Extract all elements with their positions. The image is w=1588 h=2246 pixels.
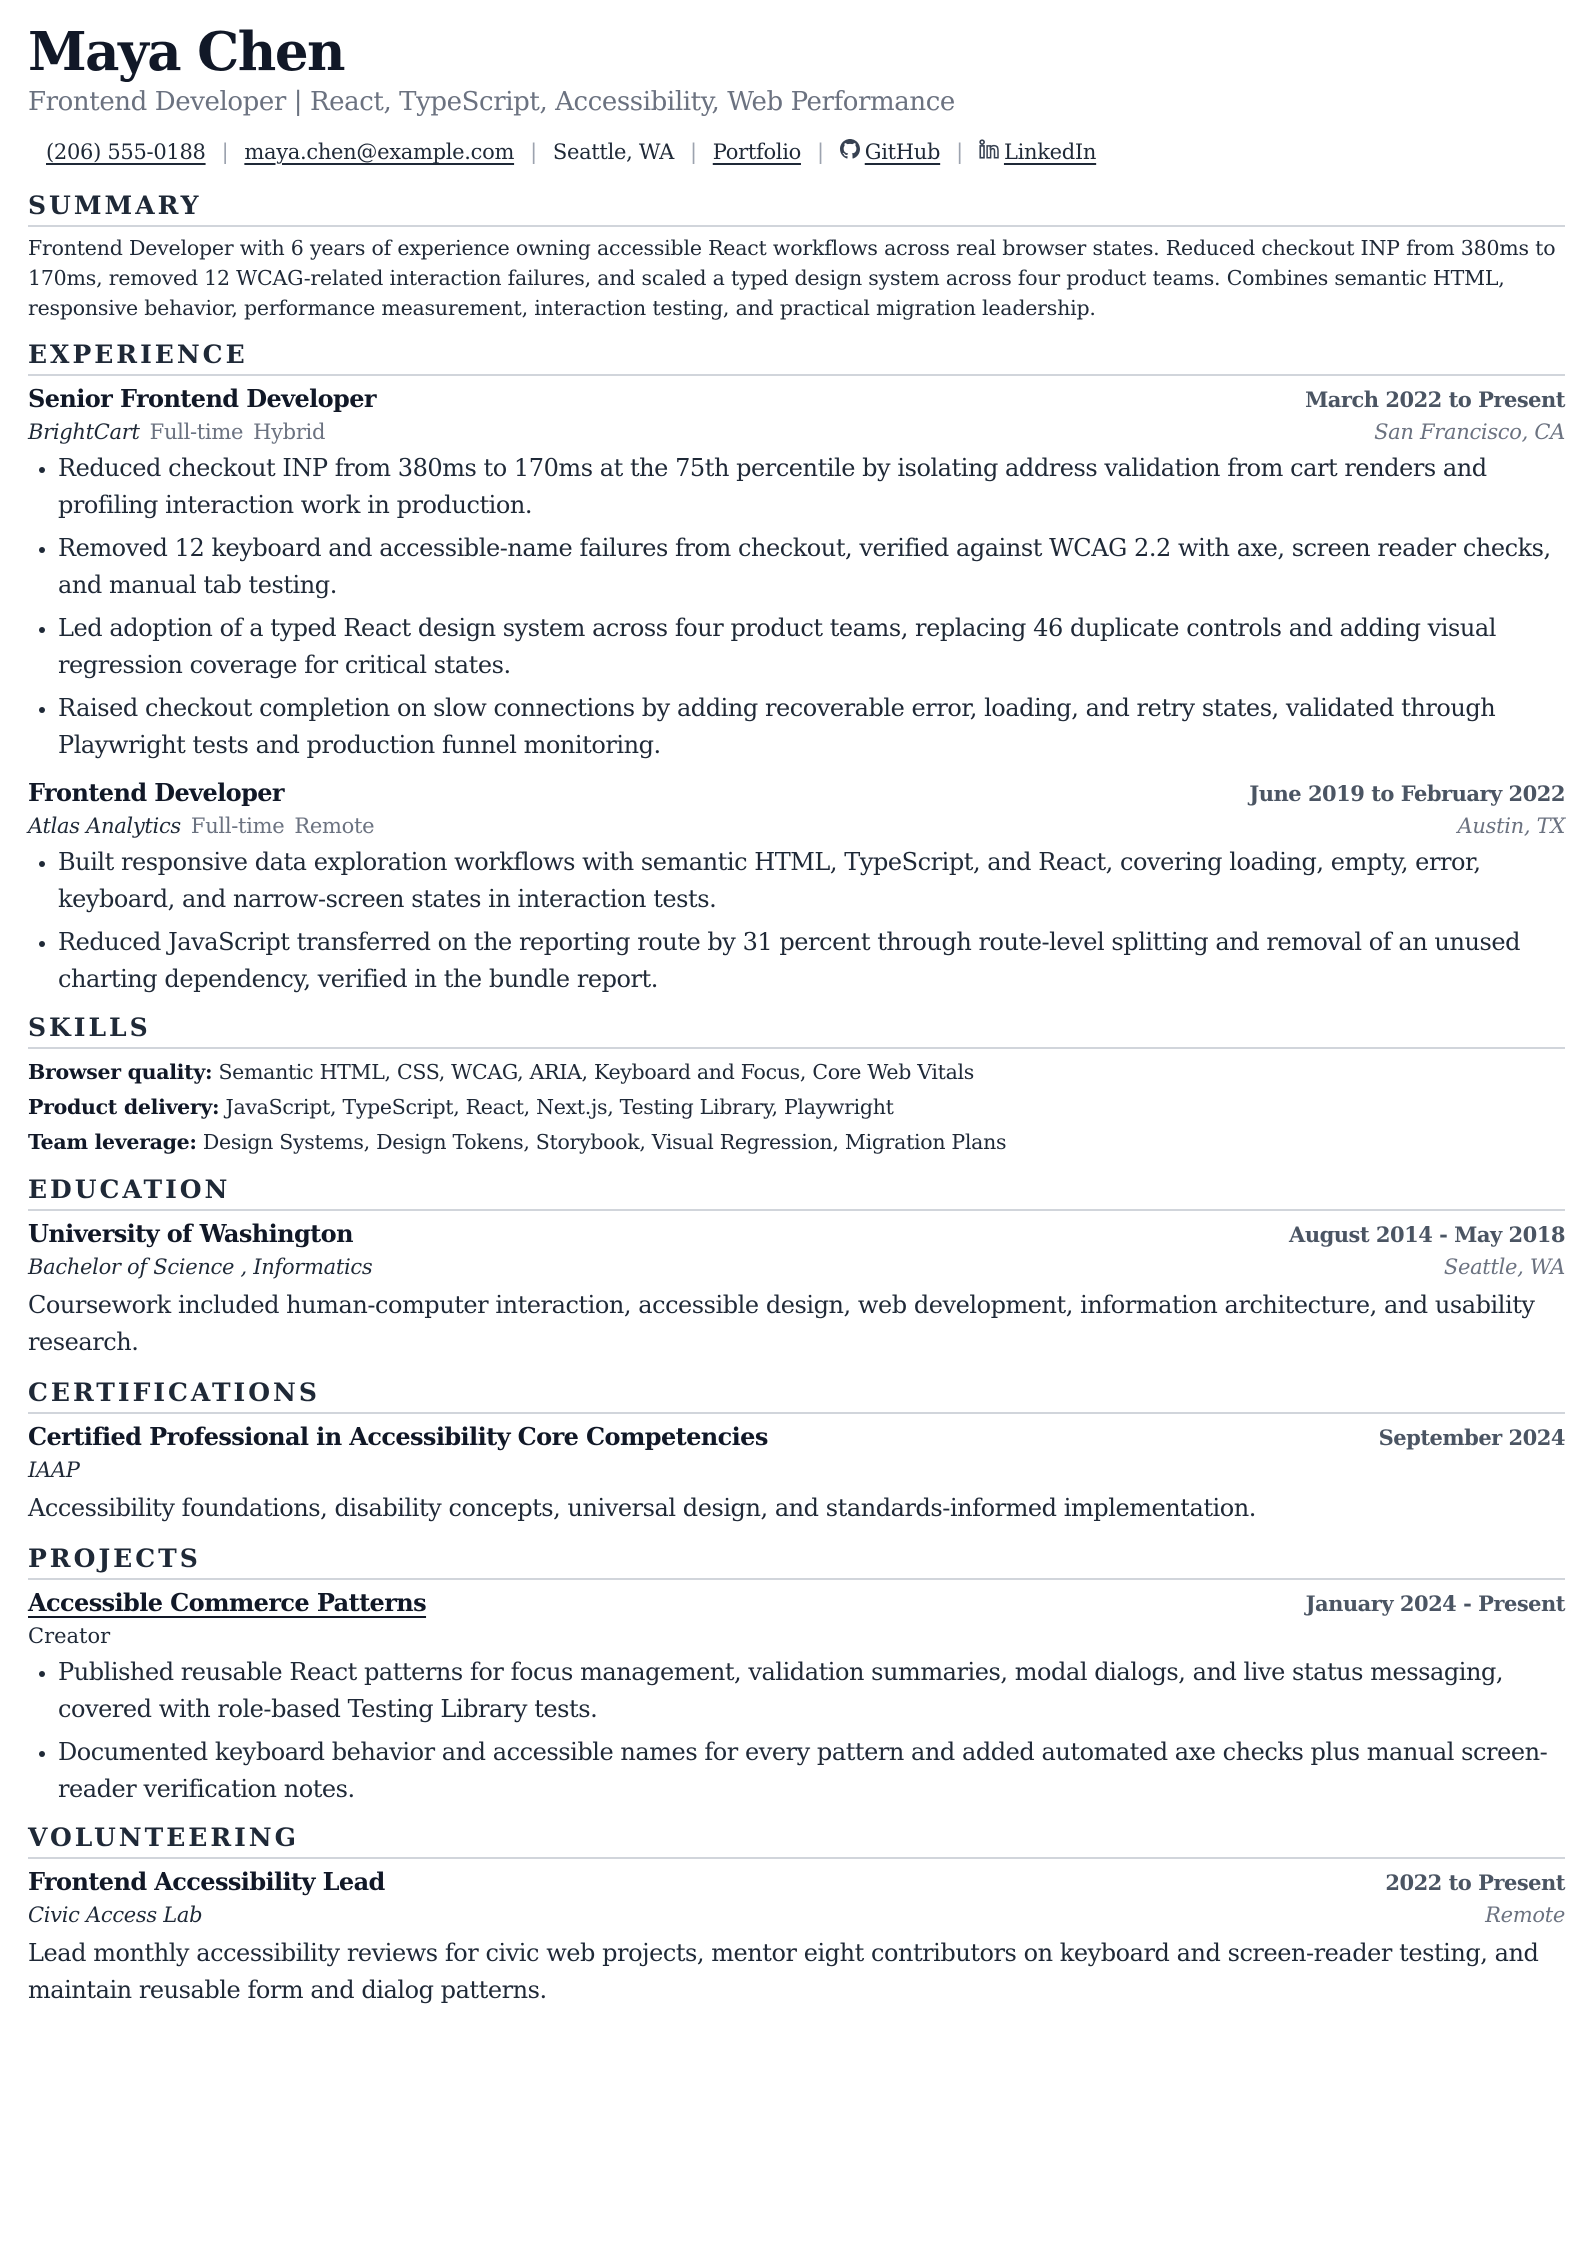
certification-name: Certified Professional in Accessibility Core Competencies — [28, 1422, 768, 1451]
contact-separator: | — [530, 140, 537, 164]
list-item: • Reduced checkout INP from 380ms to 170ms at the 75th percentile by isolating address validation from cart renders and profiling interaction work in production. — [58, 450, 1565, 524]
section-title: SKILLS — [28, 1010, 1565, 1049]
job-type: Full-time — [149, 420, 244, 444]
volunteering-section — [28, 1820, 1565, 2009]
job-role: Senior Frontend Developer — [28, 384, 376, 413]
project-role: Creator — [28, 1624, 111, 1648]
list-item: • Built responsive data exploration workflows with semantic HTML, TypeScript, and React, covering loading, empty, error, keyboard, and narrow-screen states in interaction tests. — [58, 844, 1565, 918]
contact-separator: | — [956, 140, 963, 164]
skill-values: JavaScript, TypeScript, React, Next.js, Testing Library, Playwright — [225, 1095, 894, 1119]
job-role: Frontend Developer — [28, 778, 284, 807]
list-item: • Documented keyboard behavior and accessible names for every pattern and added automated axe checks plus manual screen-reader verification notes. — [58, 1734, 1565, 1808]
volunteer-org: Civic Access Lab — [28, 1903, 203, 1927]
list-item: • Raised checkout completion on slow connections by adding recoverable error, loading, and retry states, validated through Playwright tests and production funnel monitoring. — [58, 690, 1565, 764]
job-company: BrightCart — [28, 420, 140, 444]
linkedin-link[interactable]: LinkedIn — [1003, 140, 1097, 164]
job-entry — [28, 382, 1565, 764]
job-location: Austin, TX — [1457, 814, 1565, 838]
job-entry — [28, 776, 1565, 998]
projects-section — [28, 1541, 1565, 1808]
contact-separator: | — [221, 140, 229, 164]
certifications-section — [28, 1375, 1565, 1527]
skill-label: Browser quality: — [28, 1060, 213, 1084]
job-type: Full-time — [190, 814, 285, 838]
resume-page — [28, 18, 1565, 2023]
github-icon — [840, 139, 860, 164]
summary-text: Frontend Developer with 6 years of experience owning accessible React workflows across real browser states. Reduced checkout INP from 380ms to 170ms, removed 12 WCAG-related interaction failures, and scaled a typed design system across four product teams. Combines semantic HTML, responsive behavior, performance measurement, interaction testing, and practical migration leadership. — [28, 236, 1556, 320]
education-description: Coursework included human-computer interaction, accessible design, web development, information architecture, and usability research. — [28, 1291, 1535, 1356]
job-company: Atlas Analytics — [28, 814, 181, 838]
linkedin-icon — [979, 139, 999, 164]
certification-date: September 2024 — [1378, 1425, 1565, 1450]
degree: Bachelor of Science , Informatics — [28, 1255, 373, 1279]
job-mode: Hybrid — [253, 420, 326, 444]
phone-link[interactable]: (206) 555-0188 — [46, 140, 206, 164]
contact-separator: | — [689, 140, 697, 164]
skill-values: Semantic HTML, CSS, WCAG, ARIA, Keyboard and Focus, Core Web Vitals — [218, 1060, 975, 1084]
job-location: San Francisco, CA — [1374, 420, 1565, 444]
section-title: EDUCATION — [28, 1172, 1565, 1211]
skill-label: Product delivery: — [28, 1095, 220, 1119]
job-bullets — [28, 844, 1565, 998]
skill-row — [28, 1125, 1565, 1160]
skills-section — [28, 1010, 1565, 1160]
experience-section — [28, 337, 1565, 998]
contact-bar — [28, 132, 1565, 172]
headline: Frontend Developer | React, TypeScript, Accessibility, Web Performance — [28, 87, 955, 117]
certification-issuer: IAAP — [28, 1458, 80, 1482]
skill-row — [28, 1055, 1565, 1090]
skill-values: Design Systems, Design Tokens, Storybook, Visual Regression, Migration Plans — [202, 1130, 1007, 1154]
candidate-name: Maya Chen — [28, 21, 345, 83]
job-bullets — [28, 450, 1565, 764]
section-title: CERTIFICATIONS — [28, 1375, 1565, 1414]
list-item: • Published reusable React patterns for focus management, validation summaries, modal dialogs, and live status messaging, covered with role-based Testing Library tests. — [58, 1654, 1565, 1728]
project-dates: January 2024 - Present — [1305, 1591, 1565, 1616]
github-link[interactable]: GitHub — [864, 140, 941, 164]
location-text: Seattle, WA — [552, 140, 674, 164]
contact-separator: | — [816, 140, 824, 164]
job-dates: June 2019 to February 2022 — [1249, 781, 1565, 806]
list-item: • Removed 12 keyboard and accessible-name failures from checkout, verified against WCAG 2.2 with axe, screen reader checks, and manual tab testing. — [58, 530, 1565, 604]
section-title: EXPERIENCE — [28, 337, 1565, 376]
list-item: • Reduced JavaScript transferred on the reporting route by 31 percent through route-level splitting and removal of an unused charting dependency, verified in the bundle report. — [58, 924, 1565, 998]
section-title: VOLUNTEERING — [28, 1820, 1565, 1859]
education-section — [28, 1172, 1565, 1361]
summary-section — [28, 188, 1565, 323]
project-link[interactable]: Accessible Commerce Patterns — [28, 1588, 427, 1617]
skill-label: Team leverage: — [28, 1130, 197, 1154]
education-dates: August 2014 - May 2018 — [1289, 1222, 1565, 1247]
volunteer-dates: 2022 to Present — [1385, 1870, 1565, 1895]
job-dates: March 2022 to Present — [1305, 387, 1565, 412]
list-item: • Led adoption of a typed React design system across four product teams, replacing 46 duplicate controls and adding visual regression coverage for critical states. — [58, 610, 1565, 684]
job-mode: Remote — [294, 814, 375, 838]
skill-row — [28, 1090, 1565, 1125]
school-name: University of Washington — [28, 1219, 353, 1248]
project-bullets — [28, 1654, 1565, 1808]
volunteer-description: Lead monthly accessibility reviews for civic web projects, mentor eight contributors on keyboard and screen-reader testing, and maintain reusable form and dialog patterns. — [28, 1939, 1539, 2004]
section-title: SUMMARY — [28, 188, 1565, 227]
volunteer-location: Remote — [1485, 1903, 1565, 1927]
portfolio-link[interactable]: Portfolio — [712, 140, 801, 164]
education-location: Seattle, WA — [1443, 1255, 1565, 1279]
email-link[interactable]: maya.chen@example.com — [244, 140, 515, 164]
section-title: PROJECTS — [28, 1541, 1565, 1580]
volunteer-role: Frontend Accessibility Lead — [28, 1867, 385, 1896]
certification-description: Accessibility foundations, disability concepts, universal design, and standards-informed implementation. — [28, 1494, 1256, 1522]
